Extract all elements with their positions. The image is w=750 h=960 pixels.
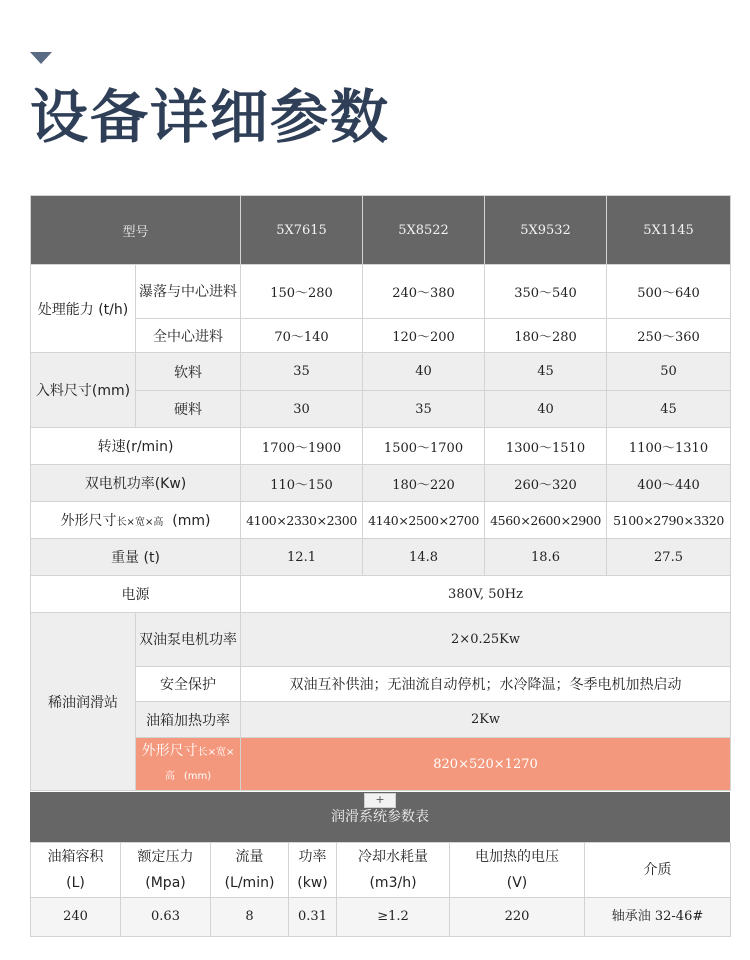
row-power bbox=[31, 465, 731, 502]
speed-v3: 1300～1510 bbox=[485, 428, 607, 465]
capacity-sub1-v1: 150～280 bbox=[241, 265, 363, 319]
lube-col-voltage-l1: 电加热的电压 bbox=[475, 849, 559, 865]
weight-v1: 12.1 bbox=[241, 539, 363, 576]
page-title: 设备详细参数 bbox=[30, 83, 391, 151]
row-speed bbox=[31, 428, 731, 465]
row-lube-heat bbox=[31, 702, 731, 738]
lube-col-voltage-l2: (V) bbox=[506, 875, 528, 891]
speed-v4: 1100～1310 bbox=[607, 428, 731, 465]
lube-col-pressure bbox=[121, 843, 211, 898]
section-marker-icon bbox=[30, 52, 52, 64]
lube-col-flow-l1: 流量 bbox=[235, 849, 264, 865]
feed-label: 入料尺寸(mm) bbox=[31, 353, 136, 428]
power-v1: 110～150 bbox=[241, 465, 363, 502]
source-label: 电源 bbox=[31, 576, 241, 613]
power-v2: 180～220 bbox=[363, 465, 485, 502]
lube-val-water: ≥1.2 bbox=[337, 898, 450, 937]
source-value: 380V, 50Hz bbox=[241, 576, 731, 613]
header-model-2: 5X8522 bbox=[363, 196, 485, 265]
params-header-row bbox=[31, 196, 731, 265]
weight-label: 重量 (t) bbox=[31, 539, 241, 576]
capacity-sub1-v3: 350～540 bbox=[485, 265, 607, 319]
lube-val-voltage: 220 bbox=[450, 898, 585, 937]
lube-table-title: 润滑系统参数表 bbox=[30, 792, 730, 842]
capacity-sub2-v4: 250～360 bbox=[607, 319, 731, 353]
lube-col-tank-l1: 油箱容积 bbox=[47, 849, 104, 865]
lube-params-table bbox=[30, 842, 731, 937]
row-weight bbox=[31, 539, 731, 576]
lube-val-pressure: 0.63 bbox=[121, 898, 211, 937]
header-model-1: 5X7615 bbox=[241, 196, 363, 265]
header-model-4: 5X1145 bbox=[607, 196, 731, 265]
weight-v2: 14.8 bbox=[363, 539, 485, 576]
lube-col-voltage bbox=[450, 843, 585, 898]
lube-col-power-l1: 功率 bbox=[298, 849, 327, 865]
lube-col-medium: 介质 bbox=[585, 843, 731, 898]
row-capacity-2 bbox=[31, 319, 731, 353]
lube-col-flow bbox=[211, 843, 289, 898]
lube-pump-value: 2×0.25Kw bbox=[241, 613, 731, 667]
lube-safety-label: 安全保护 bbox=[136, 667, 241, 702]
capacity-label: 处理能力 (t/h) bbox=[31, 265, 136, 353]
feed-soft-v3: 45 bbox=[485, 353, 607, 391]
lube-label: 稀油润滑站 bbox=[31, 613, 136, 791]
speed-v1: 1700～1900 bbox=[241, 428, 363, 465]
lube-size-label-small2: 高 bbox=[164, 771, 175, 782]
dims-label bbox=[31, 502, 241, 539]
feed-soft-v2: 40 bbox=[363, 353, 485, 391]
feed-hard-label: 硬料 bbox=[136, 391, 241, 428]
lube-col-power-l2: (kw) bbox=[297, 875, 328, 891]
lube-safety-value: 双油互补供油；无油流自动停机；水冷降温；冬季电机加热启动 bbox=[241, 667, 731, 702]
feed-hard-v3: 40 bbox=[485, 391, 607, 428]
lube-header-row bbox=[31, 843, 731, 898]
row-feed-soft bbox=[31, 353, 731, 391]
feed-soft-label: 软料 bbox=[136, 353, 241, 391]
feed-soft-v1: 35 bbox=[241, 353, 363, 391]
speed-label: 转速(r/min) bbox=[31, 428, 241, 465]
feed-hard-v4: 45 bbox=[607, 391, 731, 428]
row-lube-size bbox=[31, 738, 731, 791]
capacity-sub1-label: 瀑落与中心进料 bbox=[136, 265, 241, 319]
lube-col-water bbox=[337, 843, 450, 898]
capacity-sub2-v3: 180～280 bbox=[485, 319, 607, 353]
feed-hard-v2: 35 bbox=[363, 391, 485, 428]
lube-col-tank bbox=[31, 843, 121, 898]
capacity-sub2-v1: 70～140 bbox=[241, 319, 363, 353]
lube-val-tank: 240 bbox=[31, 898, 121, 937]
expand-plus-button[interactable]: + bbox=[364, 793, 396, 808]
lube-values-row bbox=[31, 898, 731, 937]
lube-size-label-unit: (mm) bbox=[183, 771, 212, 782]
speed-v2: 1500～1700 bbox=[363, 428, 485, 465]
dims-v1: 4100×2330×2300 bbox=[241, 502, 363, 539]
capacity-sub2-label: 全中心进料 bbox=[136, 319, 241, 353]
lube-col-pressure-l1: 额定压力 bbox=[137, 849, 194, 865]
lube-col-tank-l2: (L) bbox=[66, 875, 85, 891]
power-v3: 260～320 bbox=[485, 465, 607, 502]
dims-label-unit: (mm) bbox=[172, 513, 211, 529]
weight-v4: 27.5 bbox=[607, 539, 731, 576]
feed-hard-v1: 30 bbox=[241, 391, 363, 428]
dims-label-main: 外形尺寸 bbox=[60, 513, 117, 529]
capacity-sub1-v4: 500～640 bbox=[607, 265, 731, 319]
lube-size-value: 820×520×1270 bbox=[241, 738, 731, 791]
lube-heat-value: 2Kw bbox=[241, 702, 731, 738]
row-lube-safety bbox=[31, 667, 731, 702]
dims-v3: 4560×2600×2900 bbox=[485, 502, 607, 539]
lube-size-label-small: 长×宽× bbox=[197, 747, 235, 758]
row-feed-hard bbox=[31, 391, 731, 428]
dims-v2: 4140×2500×2700 bbox=[363, 502, 485, 539]
lube-col-water-l1: 冷却水耗量 bbox=[358, 849, 428, 865]
lube-col-water-l2: (m3/h) bbox=[369, 875, 417, 891]
row-dims bbox=[31, 502, 731, 539]
row-source bbox=[31, 576, 731, 613]
weight-v3: 18.6 bbox=[485, 539, 607, 576]
dims-v4: 5100×2790×3320 bbox=[607, 502, 731, 539]
lube-pump-label: 双油泵电机功率 bbox=[136, 613, 241, 667]
capacity-sub2-v2: 120～200 bbox=[363, 319, 485, 353]
power-label: 双电机功率(Kw) bbox=[31, 465, 241, 502]
lube-col-flow-l2: (L/min) bbox=[224, 875, 275, 891]
params-table bbox=[30, 195, 731, 791]
lube-heat-label: 油箱加热功率 bbox=[136, 702, 241, 738]
header-model: 型号 bbox=[31, 196, 241, 265]
lube-val-medium: 轴承油 32-46# bbox=[585, 898, 731, 937]
header-model-3: 5X9532 bbox=[485, 196, 607, 265]
row-capacity-1 bbox=[31, 265, 731, 319]
power-v4: 400～440 bbox=[607, 465, 731, 502]
lube-col-pressure-l2: (Mpa) bbox=[145, 875, 186, 891]
dims-label-small: 长×宽×高 bbox=[116, 517, 164, 528]
capacity-sub1-v2: 240～380 bbox=[363, 265, 485, 319]
lube-size-label bbox=[136, 738, 241, 791]
lube-val-flow: 8 bbox=[211, 898, 289, 937]
feed-soft-v4: 50 bbox=[607, 353, 731, 391]
row-lube-pump bbox=[31, 613, 731, 667]
lube-col-power bbox=[289, 843, 337, 898]
lube-size-label-main: 外形尺寸 bbox=[141, 743, 198, 759]
lube-val-power: 0.31 bbox=[289, 898, 337, 937]
